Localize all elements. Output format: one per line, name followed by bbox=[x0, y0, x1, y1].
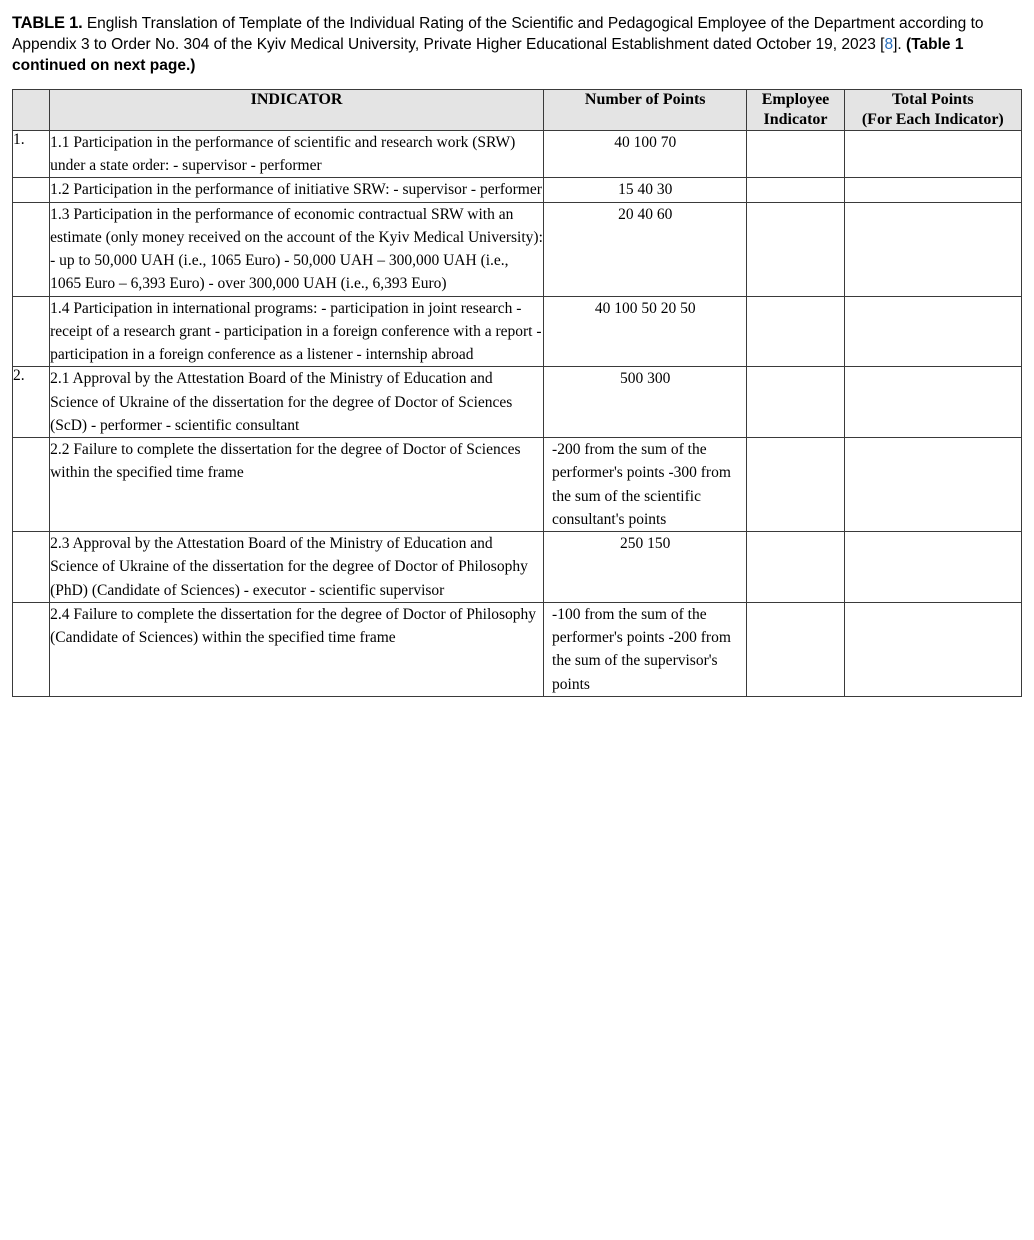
header-number bbox=[13, 89, 50, 130]
row-number: 1. bbox=[13, 130, 50, 178]
header-total-line2: (For Each Indicator) bbox=[861, 110, 1004, 128]
row-points: 20 40 60 bbox=[544, 202, 747, 296]
row-employee-indicator-cell[interactable] bbox=[747, 367, 844, 438]
row-employee-indicator-cell[interactable] bbox=[747, 296, 844, 367]
row-points: 500 300 bbox=[544, 367, 747, 438]
row-total-points-cell[interactable] bbox=[844, 438, 1021, 532]
row-points: 40 100 50 20 50 bbox=[544, 296, 747, 367]
table-row bbox=[13, 202, 1022, 296]
header-points: Number of Points bbox=[544, 89, 747, 130]
row-number bbox=[13, 602, 50, 696]
row-indicator: 1.3 Participation in the performance of economic contractual SRW with an estimate (only money received on the account of the Kyiv Medical University): - up to 50,000 UAH (i.e., 1065 Euro) - 50,000 UAH – 300,000 UAH (i.e., 1065 Euro – 6,393 Euro) - over 300,000 UAH (i.e., 6,393 Euro) bbox=[50, 202, 544, 296]
citation-link[interactable]: 8 bbox=[884, 35, 894, 53]
row-number bbox=[13, 532, 50, 603]
row-employee-indicator-cell[interactable] bbox=[747, 202, 844, 296]
table-row bbox=[13, 130, 1022, 178]
row-indicator: 1.1 Participation in the performance of scientific and research work (SRW) under a state order: - supervisor - performer bbox=[50, 130, 544, 178]
row-total-points-cell[interactable] bbox=[844, 532, 1021, 603]
table-caption bbox=[12, 12, 1022, 77]
header-employee-line1: Employee bbox=[761, 90, 830, 108]
row-total-points-cell[interactable] bbox=[844, 202, 1021, 296]
header-row bbox=[13, 89, 1022, 130]
row-points: -100 from the sum of the performer's points -200 from the sum of the supervisor's points bbox=[544, 602, 747, 696]
table-header bbox=[13, 89, 1022, 130]
row-total-points-cell[interactable] bbox=[844, 296, 1021, 367]
row-indicator: 1.2 Participation in the performance of initiative SRW: - supervisor - performer bbox=[50, 178, 544, 202]
table-row bbox=[13, 438, 1022, 532]
row-points: -200 from the sum of the performer's points -300 from the sum of the scientific consultant's points bbox=[544, 438, 747, 532]
header-total-points bbox=[844, 89, 1021, 130]
caption-text-before-ref: English Translation of Template of the Individual Rating of the Scientific and Pedagogical Employee of the Department according to Appendix 3 to Order No. 304 of the Kyiv Medical University, Private Higher Educational Establishment dated October 19, 2023 [ bbox=[12, 15, 984, 53]
table-row bbox=[13, 532, 1022, 603]
header-employee-indicator bbox=[747, 89, 844, 130]
header-indicator: INDICATOR bbox=[50, 89, 544, 130]
row-number bbox=[13, 438, 50, 532]
row-employee-indicator-cell[interactable] bbox=[747, 178, 844, 202]
row-number bbox=[13, 296, 50, 367]
header-employee-line2: Indicator bbox=[763, 110, 828, 128]
row-indicator: 1.4 Participation in international programs: - participation in joint research - receipt of a research grant - participation in a foreign conference with a report - participation in a foreign conference as a listener - internship abroad bbox=[50, 296, 544, 367]
caption-continued-note: (Table 1 continued on next page.) bbox=[12, 35, 964, 74]
row-employee-indicator-cell[interactable] bbox=[747, 532, 844, 603]
row-total-points-cell[interactable] bbox=[844, 130, 1021, 178]
table-row bbox=[13, 367, 1022, 438]
row-number bbox=[13, 178, 50, 202]
individual-rating-table bbox=[12, 89, 1022, 697]
row-total-points-cell[interactable] bbox=[844, 367, 1021, 438]
row-indicator: 2.2 Failure to complete the dissertation for the degree of Doctor of Sciences within the specified time frame bbox=[50, 438, 544, 532]
row-points: 40 100 70 bbox=[544, 130, 747, 178]
table-row bbox=[13, 178, 1022, 202]
row-indicator: 2.1 Approval by the Attestation Board of the Ministry of Education and Science of Ukraine of the dissertation for the degree of Doctor of Sciences (ScD) - performer - scientific consultant bbox=[50, 367, 544, 438]
row-points: 250 150 bbox=[544, 532, 747, 603]
row-employee-indicator-cell[interactable] bbox=[747, 438, 844, 532]
row-number bbox=[13, 202, 50, 296]
row-points: 15 40 30 bbox=[544, 178, 747, 202]
table-row bbox=[13, 602, 1022, 696]
header-total-line1: Total Points bbox=[891, 90, 974, 108]
caption-text-after-ref: ]. bbox=[893, 35, 907, 53]
row-employee-indicator-cell[interactable] bbox=[747, 602, 844, 696]
row-number: 2. bbox=[13, 367, 50, 438]
table-label: TABLE 1. bbox=[12, 14, 83, 32]
row-total-points-cell[interactable] bbox=[844, 602, 1021, 696]
row-total-points-cell[interactable] bbox=[844, 178, 1021, 202]
table-row bbox=[13, 296, 1022, 367]
table-body bbox=[13, 130, 1022, 696]
row-indicator: 2.3 Approval by the Attestation Board of the Ministry of Education and Science of Ukraine of the dissertation for the degree of Doctor of Philosophy (PhD) (Candidate of Sciences) - executor - scientific supervisor bbox=[50, 532, 544, 603]
row-indicator: 2.4 Failure to complete the dissertation for the degree of Doctor of Philosophy (Candidate of Sciences) within the specified time frame bbox=[50, 602, 544, 696]
row-employee-indicator-cell[interactable] bbox=[747, 130, 844, 178]
